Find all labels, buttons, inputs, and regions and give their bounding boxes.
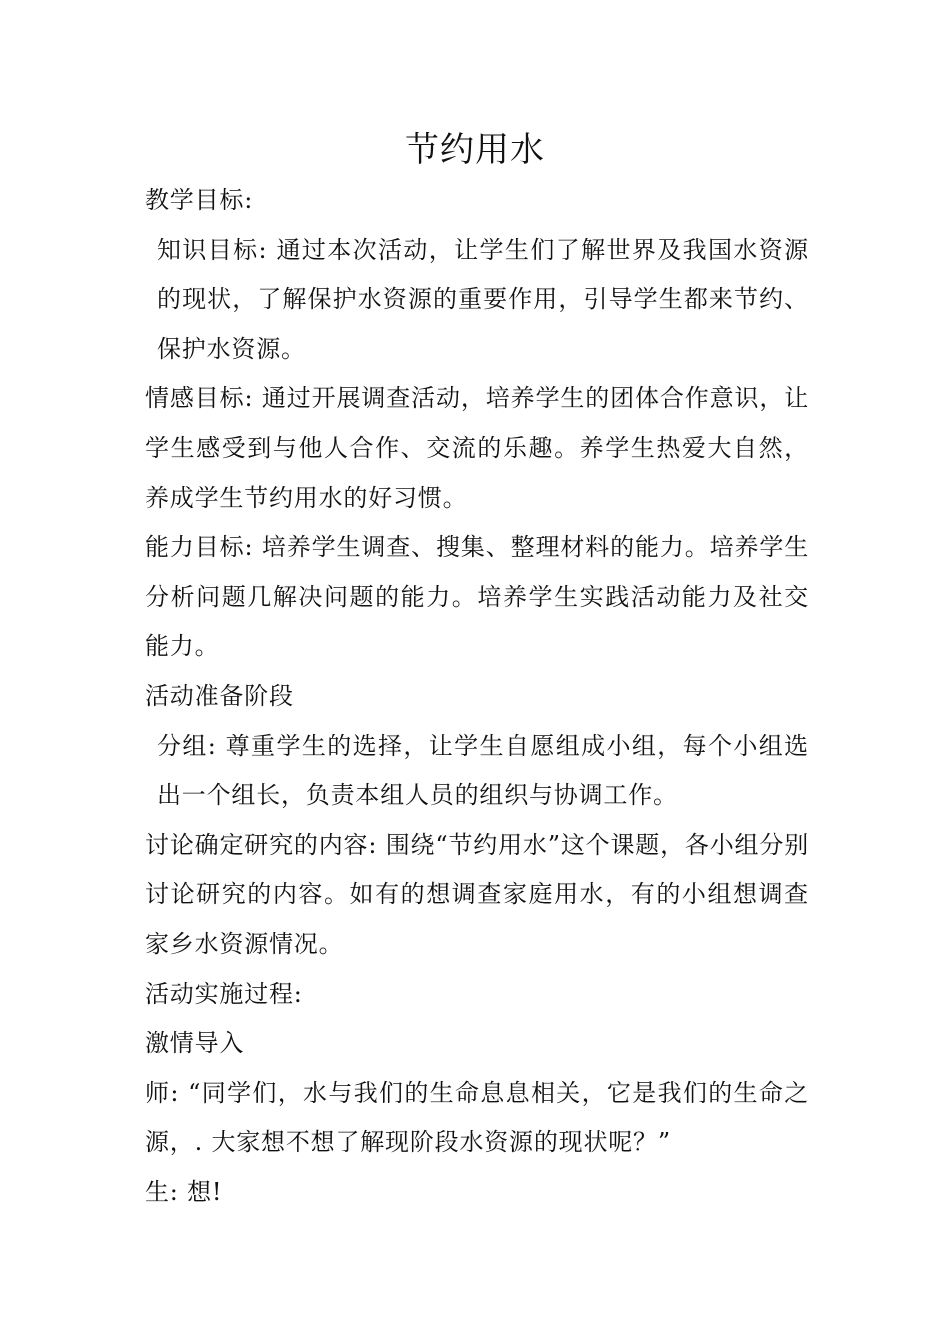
- document-title: 节约用水: [405, 130, 545, 170]
- document-body: [145, 176, 809, 1217]
- paragraph-grouping: 分组: 尊重学生的选择，让学生自愿组成小组，每个小组选出一个组长，负责本组人员的组织与协调工作。: [157, 731, 809, 810]
- paragraph-emotion-goal: 情感目标: 通过开展调查活动，培养学生的团体合作意识，让学生感受到与他人合作、交流的乐趣。养学生热爱大自然，养成学生节约用水的好习惯。: [145, 384, 809, 512]
- section-heading-preparation: 活动准备阶段: [145, 681, 294, 710]
- paragraph-teacher-line: 师: “同学们，水与我们的生命息息相关，它是我们的生命之源，. 大家想不想了解现阶段水资源的现状呢？”: [145, 1078, 809, 1157]
- subheading-introduction: 激情导入: [145, 1029, 245, 1058]
- paragraph-student-line: 生: 想!: [145, 1177, 223, 1206]
- section-heading-teaching-goals: 教学目标:: [145, 186, 254, 214]
- paragraph-knowledge-goal: 知识目标: 通过本次活动，让学生们了解世界及我国水资源的现状，了解保护水资源的重要作用，引导学生都来节约、保护水资源。: [157, 235, 809, 363]
- section-heading-implementation: 活动实施过程:: [145, 979, 303, 1008]
- paragraph-ability-goal: 能力目标: 培养学生调查、搜集、整理材料的能力。培养学生分析问题几解决问题的能力。培养学生实践活动能力及社交能力。: [145, 533, 809, 661]
- paragraph-discussion: 讨论确定研究的内容: 围绕“节约用水”这个课题，各小组分别讨论研究的内容。如有的想调查家庭用水，有的小组想调查家乡水资源情况。: [145, 830, 809, 958]
